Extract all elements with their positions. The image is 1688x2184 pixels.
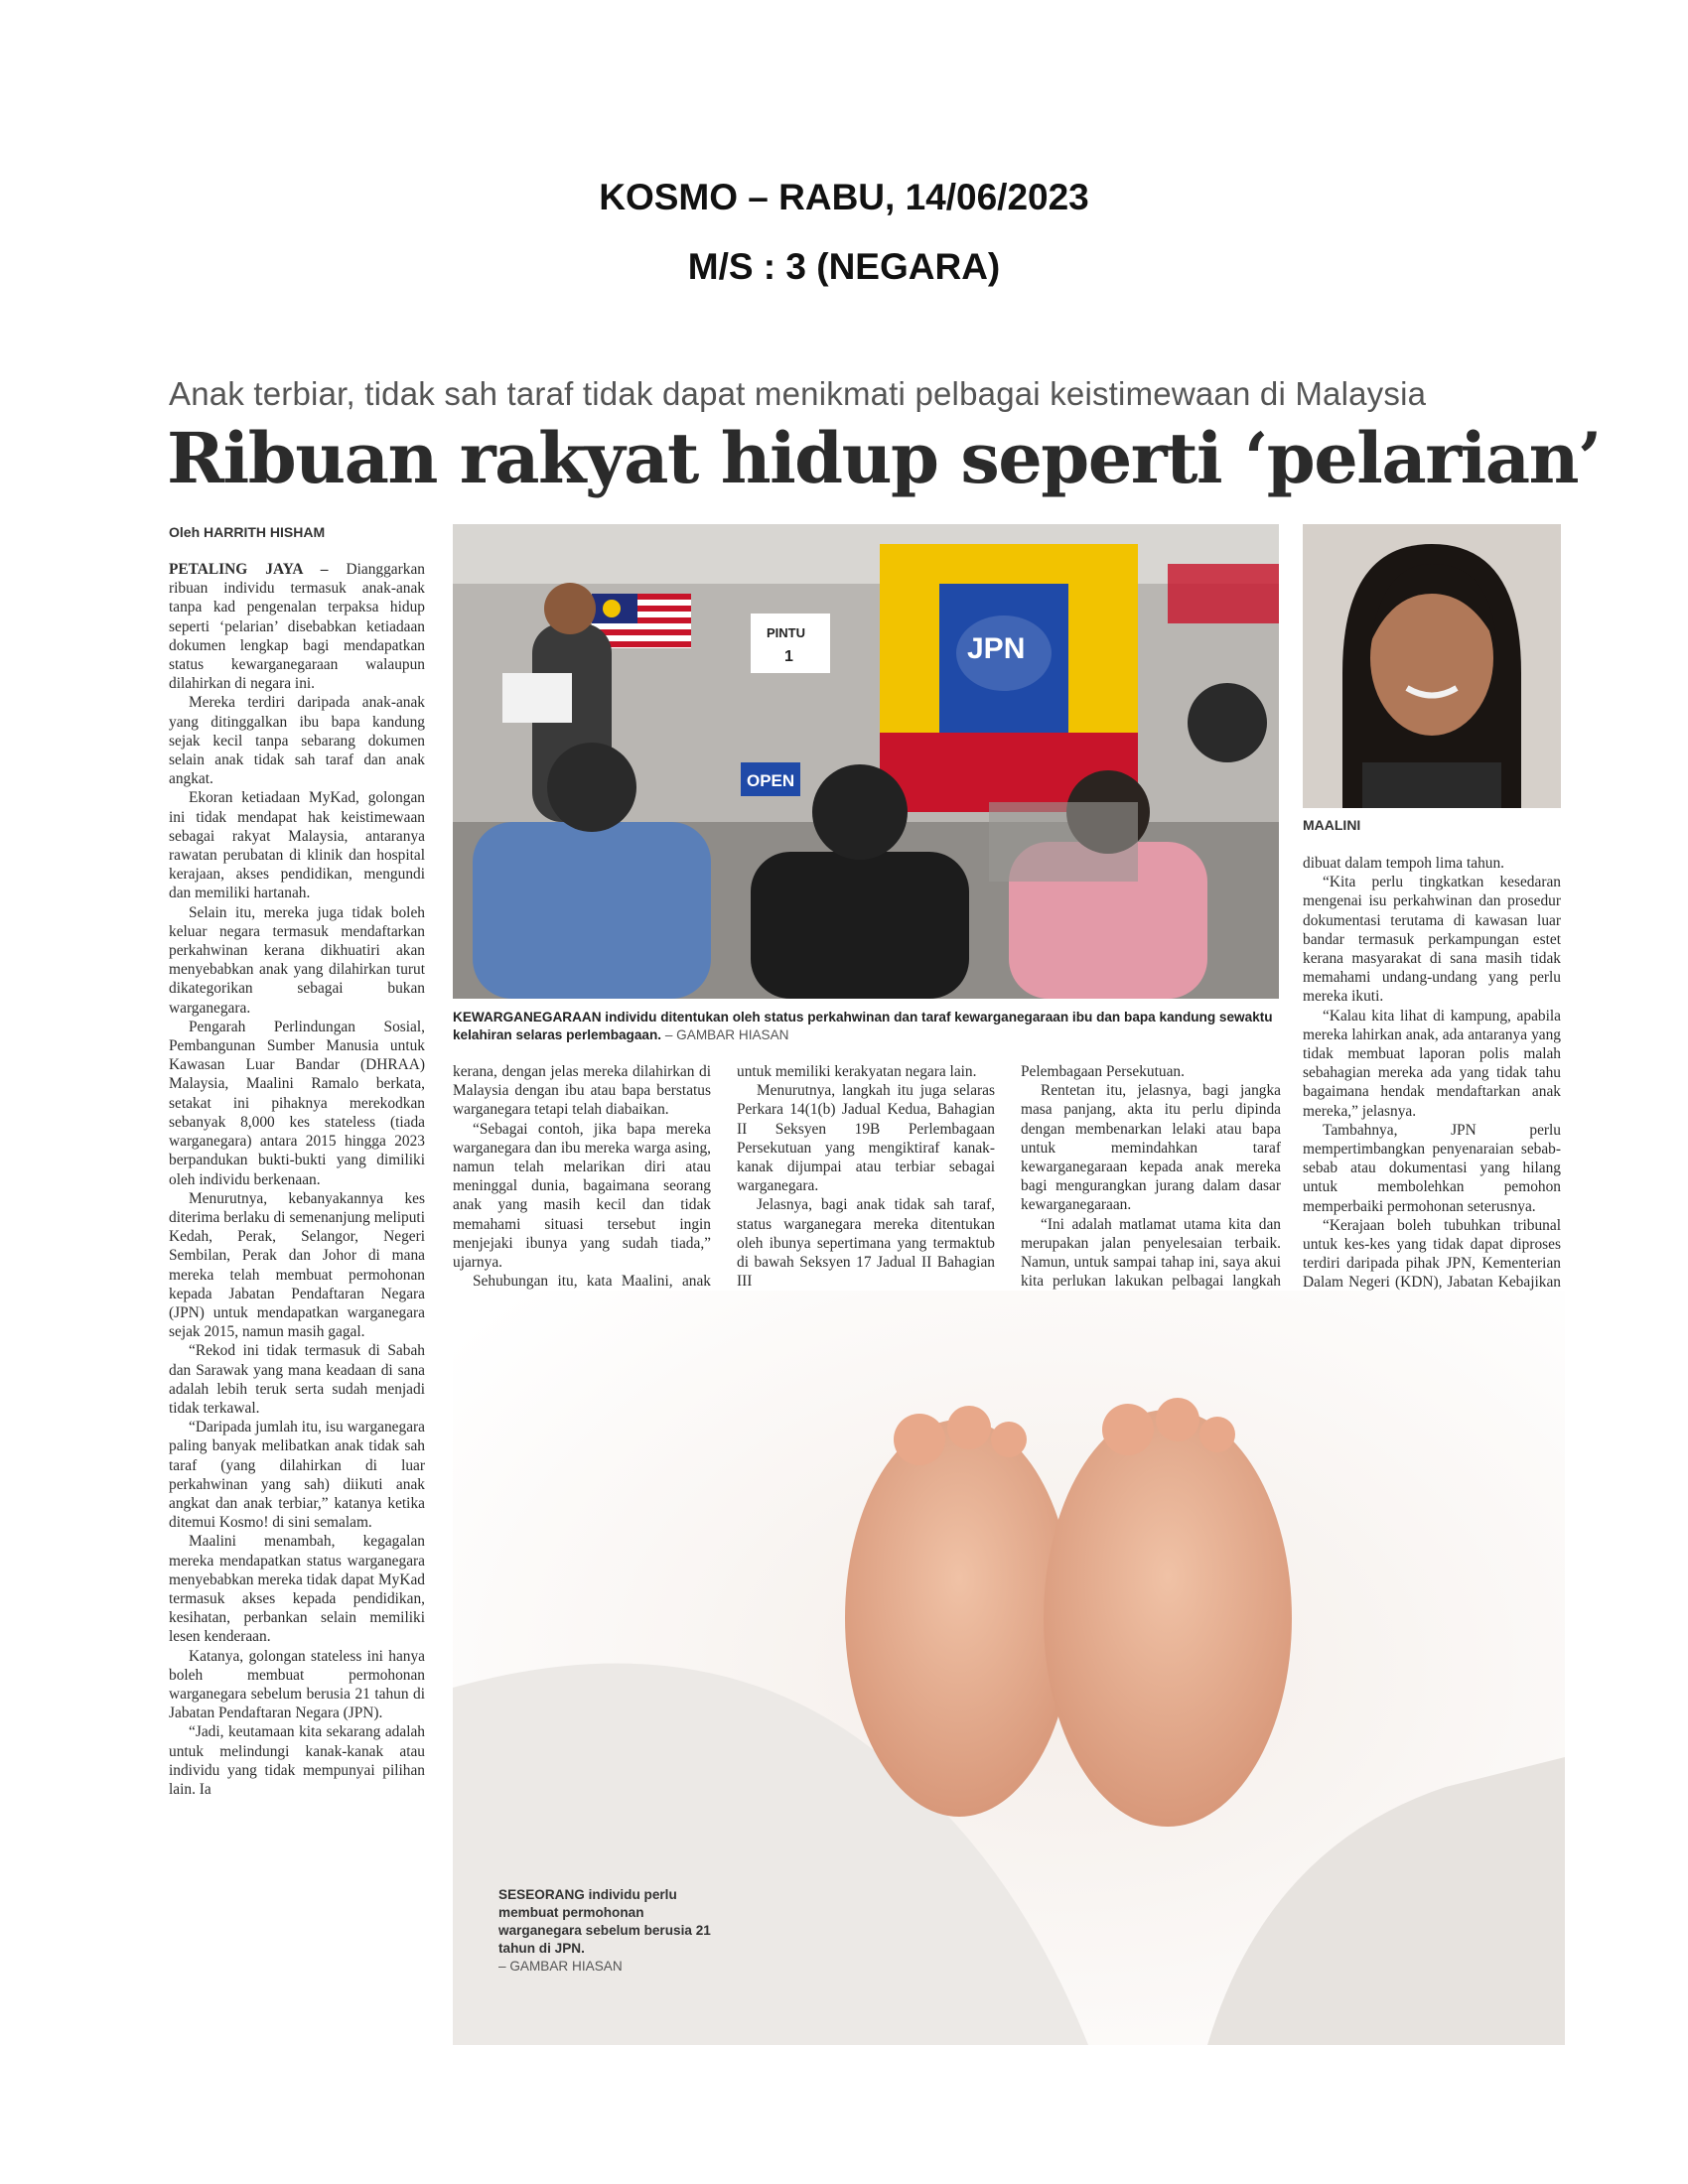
- caption-credit: – GAMBAR HIASAN: [664, 1027, 789, 1042]
- paragraph: Jelasnya, bagi anak tidak sah taraf, status warganegara mereka ditentukan oleh ibunya sepertimana yang termaktub di bawah Seksyen 17 Jadual II Bahagian III: [737, 1196, 995, 1291]
- paragraph: Menurutnya, kebanyakannya kes diterima berlaku di semenanjung meliputi Kedah, Perak, Selangor, Negeri Sembilan, Perak dan Johor di mana mereka telah membuat permohonan kepada Jabatan Pendaftaran Negara (JPN) untuk mendapatkan warganegara sejak 2015, namun masih gagal.: [169, 1189, 425, 1341]
- article-column-1: [169, 560, 425, 1799]
- paragraph: untuk memiliki kerakyatan negara lain.: [737, 1063, 977, 1080]
- paragraph: “Daripada jumlah itu, isu warganegara paling banyak melibatkan anak tidak sah taraf (yang dilahirkan di luar perkahwinan yang sah) diikuti anak angkat dan anak terbiar,” katanya ketika ditemui Kosmo! di sini semalam.: [169, 1419, 425, 1532]
- paragraph: “Jadi, keutamaan kita sekarang adalah untuk melindungi kanak-kanak atau individu yang tidak mempunyai pilihan lain. Ia: [169, 1723, 425, 1798]
- paragraph: Sehubungan itu, kata Maalini, anak: [473, 1273, 711, 1291]
- dateline: PETALING JAYA –: [169, 561, 329, 578]
- caption-lead: KEWARGANEGARAAN individu ditentukan oleh status perkahwinan dan taraf kewarganegaraan ibu dan bapa kandung sewaktu kelahiran selaras perlembagaan.: [453, 1010, 1273, 1042]
- baby-photo-caption: [498, 1886, 717, 1976]
- paragraph: “Kalau kita lihat di kampung, apabila mereka lahirkan anak, ada antaranya yang tidak membuat laporan polis malah sebahagian mereka ada yang tidak tahu bagaimana hendak mendaftarkan anak mereka,” jelasnya.: [1303, 1007, 1561, 1120]
- article-column-3: [737, 1062, 995, 1291]
- article-column-5: [1303, 854, 1561, 1330]
- paragraph: “Kita perlu tingkatkan kesedaran mengenai isu perkahwinan dan prosedur dokumentasi terutama di kawasan luar bandar termasuk perkampungan estet kerana masyarakat di sana masih tidak memahami undang-undang yang perlu mereka ikuti.: [1303, 874, 1561, 1006]
- paragraph: “Rekod ini tidak termasuk di Sabah dan Sarawak yang mana keadaan di sana adalah lebih teruk serta sudah menjadi tidak terkawal.: [169, 1342, 425, 1417]
- article-headline: Ribuan rakyat hidup seperti ‘pelarian’: [167, 417, 1601, 499]
- caption-lead: SESEORANG individu perlu membuat permohonan warganegara sebelum berusia 21 tahun di JPN.: [498, 1887, 711, 1956]
- paragraph: PETALING JAYA – Dianggarkan ribuan individu termasuk anak-anak tanpa kad pengenalan terpaksa hidup seperti ‘pelarian’ disebabkan ketiadaan dokumen lengkap bagi mendapatkan status kewarganegaraan walaupun dilahirkan di negara ini.: [169, 561, 425, 693]
- page-line: M/S : 3 (NEGARA): [687, 246, 1001, 287]
- portrait-caption: MAALINI: [1303, 817, 1361, 833]
- article-byline: Oleh HARRITH HISHAM: [169, 524, 326, 540]
- paragraph: “Ini adalah matlamat utama kita dan merupakan jalan penyelesaian terbaik. Namun, untuk sampai tahap ini, saya akui kita perlukan lakukan pelbagai langkah: [1021, 1215, 1281, 1291]
- paragraph: Pengarah Perlindungan Sosial, Pembangunan Sumber Manusia untuk Kawasan Luar Bandar (DHRAA) Malaysia, Maalini Ramalo berkata, setakat ini pihaknya merekodkan sebanyak 8,000 kes stateless (tiada warganegara) antara 2015 hingga 2023 berpandukan bukti-bukti yang dimiliki oleh individu berkenaan.: [169, 1018, 425, 1188]
- pintu-number: 1: [784, 648, 793, 665]
- paragraph: Selain itu, mereka juga tidak boleh keluar negara termasuk mendaftarkan perkahwinan kerana dikhuatiri akan menyebabkan anak yang dilahirkan turut dikategorikan sebagai bukan warganegara.: [169, 903, 425, 1017]
- paragraph: “Kerajaan boleh tubuhkan tribunal untuk kes-kes yang tidak dapat diproses terdiri daripada pihak JPN, Kementerian Dalam Negeri (KDN), Jabatan Kebajikan: [1303, 1216, 1561, 1292]
- paragraph: Pelembagaan Persekutuan.: [1021, 1063, 1185, 1080]
- paragraph: Maalini menambah, kegagalan mereka mendapatkan status warganegara menyebabkan mereka tidak dapat MyKad termasuk akses kepada pendidikan, kesihatan, perbankan selain memiliki lesen kenderaan.: [169, 1533, 425, 1646]
- jpn-sign: JPN: [967, 632, 1026, 665]
- article-column-4: [1021, 1062, 1281, 1310]
- article-kicker: Anak terbiar, tidak sah taraf tidak dapat menikmati pelbagai keistimewaan di Malaysia: [169, 375, 1427, 412]
- jpn-photo-caption: [453, 1009, 1277, 1044]
- pintu-sign: PINTU: [767, 625, 805, 640]
- jpn-office-photo: [453, 524, 1279, 999]
- paragraph: Katanya, golongan stateless ini hanya boleh membuat permohonan warganegara sebelum berusia 21 tahun di Jabatan Pendaftaran Negara (JPN).: [169, 1647, 425, 1722]
- caption-credit: – GAMBAR HIASAN: [498, 1959, 623, 1974]
- paragraph: Mereka terdiri daripada anak-anak yang ditinggalkan ibu bapa kandung sejak kecil tanpa sebarang dokumen selain anak tidak sah taraf dan anak angkat.: [169, 694, 425, 788]
- paragraph: “Sebagai contoh, jika bapa mereka warganegara dan ibu mereka warga asing, namun telah melarikan diri atau meninggal dunia, bagaimana seorang anak yang masih kecil dan tidak memahami situasi tersebut ingin menjejaki ibunya yang sudah tiada,” ujarnya.: [453, 1120, 711, 1272]
- paragraph: dibuat dalam tempoh lima tahun.: [1303, 855, 1505, 872]
- paragraph: Ekoran ketiadaan MyKad, golongan ini tidak mendapat hak keistimewaan sebagai rakyat Malaysia, antaranya rawatan perubatan di klinik dan hospital kerajaan, akses pendidikan, mengundi dan memiliki hartanah.: [169, 789, 425, 902]
- open-sign: OPEN: [747, 771, 795, 790]
- maalini-portrait-photo: [1303, 524, 1561, 808]
- publication-line: KOSMO – RABU, 14/06/2023: [599, 177, 1089, 217]
- paragraph: kerana, dengan jelas mereka dilahirkan di Malaysia dengan ibu atau bapa berstatus warganegara tetapi telah diabaikan.: [453, 1063, 711, 1119]
- paragraph: Tambahnya, JPN perlu mempertimbangkan penyenaraian sebab-sebab atau dokumentasi yang hilang untuk membolehkan pemohon memperbaiki permohonan seterusnya.: [1303, 1121, 1561, 1215]
- paragraph: Menurutnya, langkah itu juga selaras Perkara 14(1(b) Jadual Kedua, Bahagian II Seksyen 19B Perlembagaan Persekutuan yang mengiktiraf kanak-kanak dijumpai atau terbiar sebagai warganegara.: [737, 1082, 995, 1195]
- paragraph: Rentetan itu, jelasnya, bagi jangka masa panjang, akta itu perlu dipinda dengan membenarkan lelaki atau bapa untuk memindahkan taraf kewarganegaraan kepada anak mereka bagi mengurangkan jurang dalam dasar kewarganegaraan.: [1021, 1082, 1281, 1214]
